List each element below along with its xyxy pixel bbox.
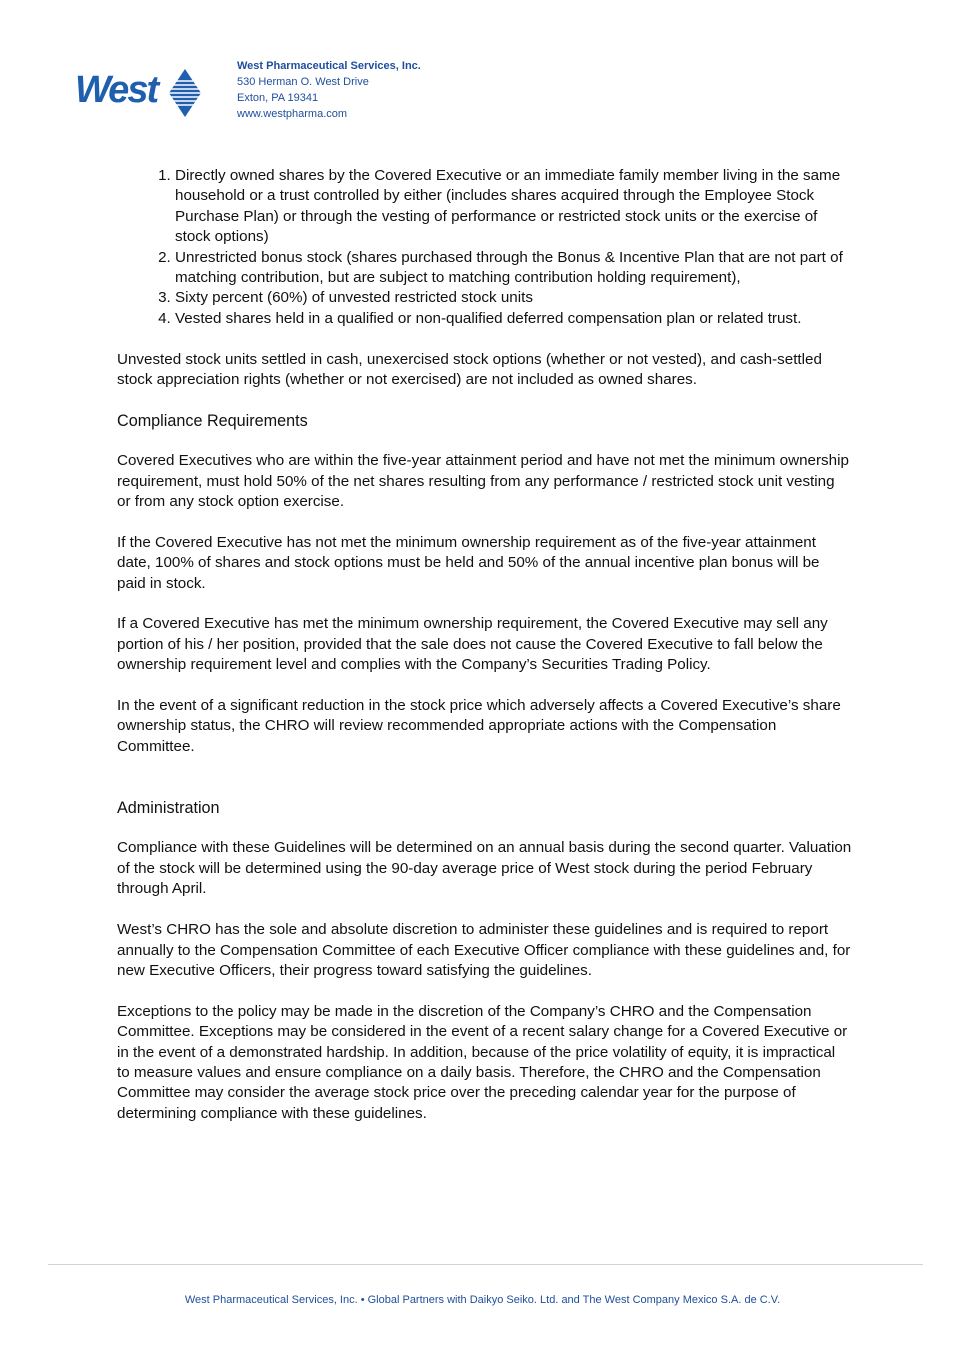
compliance-heading: Compliance Requirements xyxy=(117,411,308,430)
company-name: West Pharmaceutical Services, Inc. xyxy=(237,60,421,72)
list-item: 2. Unrestricted bonus stock (shares purchased through the Bonus & Incentive Plan that are not part of matching contribution, but are subject to matching contribution holding requirement), xyxy=(175,248,852,289)
logo-wordmark: West xyxy=(75,69,158,111)
company-address-block xyxy=(237,58,421,122)
compliance-paragraph: Covered Executives who are within the five-year attainment period and have not met the minimum ownership requirement, must hold 50% of the net shares resulting from any performance / restricted stock unit vesting or from any stock option exercise. xyxy=(117,452,849,511)
administration-paragraph: West’s CHRO has the sole and absolute discretion to administer these guidelines and is required to report annually to the Compensation Committee of each Executive Officer compliance with these guidelines and, for new Executive Officers, their progress toward satisfying the guidelines. xyxy=(117,921,851,979)
compliance-paragraph: In the event of a significant reduction in the stock price which adversely affects a Covered Executive’s share ownership status, the CHRO will review recommended appropriate actions with the Compensation Committee. xyxy=(117,697,841,755)
address-line-1: 530 Herman O. West Drive xyxy=(237,76,369,88)
administration-paragraph: Compliance with these Guidelines will be determined on an annual basis during the second quarter. Valuation of the stock will be determined using the 90-day average price of West stock during the period February through April. xyxy=(117,839,852,898)
address-line-2: Exton, PA 19341 xyxy=(237,92,319,104)
compliance-paragraph: If a Covered Executive has met the minimum ownership requirement, the Covered Executive may sell any portion of his / her position, provided that the sale does not cause the Covered Executive to fall below the ownership requirement level and complies with the Company’s Securities Trading Policy. xyxy=(117,615,828,674)
administration-heading: Administration xyxy=(117,799,220,818)
footer-divider xyxy=(48,1264,923,1265)
west-logo xyxy=(75,62,205,118)
document-body xyxy=(117,166,852,1145)
compliance-paragraph: If the Covered Executive has not met the minimum ownership requirement as of the five-year attainment date, 100% of shares and stock options must be held and 50% of the annual incentive plan bonus will be paid in stock. xyxy=(117,533,820,592)
company-website: www.westpharma.com xyxy=(237,108,348,120)
list-item: 1. Directly owned shares by the Covered Executive or an immediate family member living in the same household or a trust controlled by either (includes shares acquired through the Employee Stock Purchase Plan) or through the vesting of performance or restricted stock units or the exercise of stock options) xyxy=(175,166,852,248)
list-item: 3. Sixty percent (60%) of unvested restricted stock units xyxy=(175,288,852,308)
owned-shares-list xyxy=(117,166,852,329)
administration-paragraph: Exceptions to the policy may be made in the discretion of the Company’s CHRO and the Compensation Committee. Exceptions may be considered in the event of a recent salary change for a Covered Executive or in the event of a demonstrated hardship. In addition, because of the price volatility of equity, it is impractical to measure values and ensure compliance on a daily basis. Therefore, the CHRO and the Compensation Committee may consider the average stock price over the preceding calendar year for the purpose of determining compliance with these guidelines. xyxy=(117,1002,848,1122)
page-footer: West Pharmaceutical Services, Inc. • Global Partners with Daikyo Seiko. Ltd. and The West Company Mexico S.A. de C.V. xyxy=(184,1294,781,1306)
letterhead xyxy=(75,58,495,128)
list-item: 4. Vested shares held in a qualified or non-qualified deferred compensation plan or related trust. xyxy=(175,309,852,329)
unvested-note: Unvested stock units settled in cash, unexercised stock options (whether or not vested), and cash-settled stock appreciation rights (whether or not exercised) are not included as owned shares. xyxy=(117,350,822,389)
diamond-logo-icon xyxy=(167,68,203,118)
